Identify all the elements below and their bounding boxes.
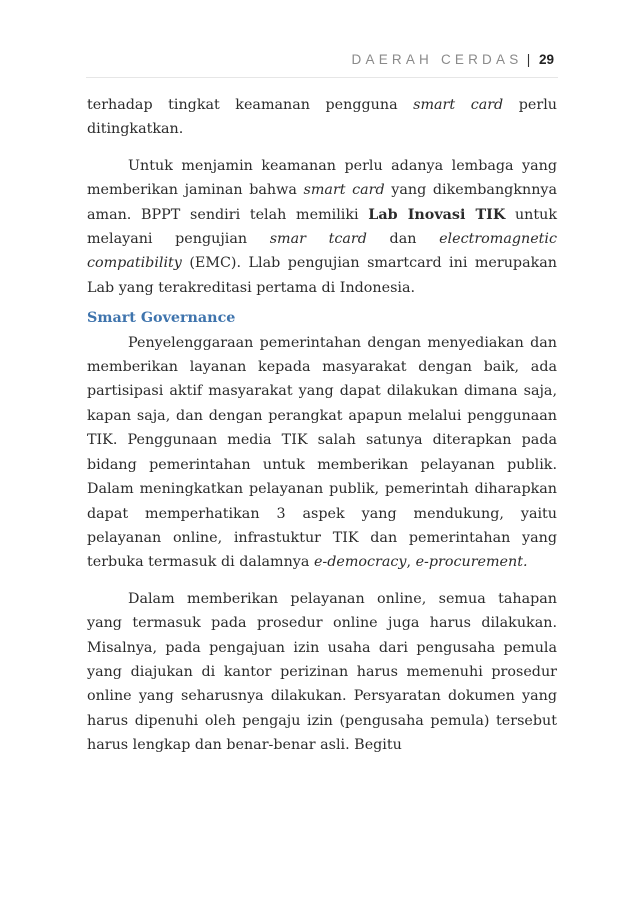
- italic-run: e-democracy: [313, 554, 407, 571]
- header-separator: |: [526, 52, 531, 67]
- text-run: Dalam memberikan pelayanan online, semua tahapan yang termasuk pada prosedur online juga harus dilakukan. Misalnya, pada pengajuan izin usaha dari pengusaha pemula yang diajukan di kantor perizinan harus memenuhi prosedur online yang seharusnya dilakukan. Persyaratan dokumen yang harus dipenuhi oleh pengaju izin (pengusaha pemula) tersebut harus lengkap dan benar-benar asli. Begitu: [87, 590, 557, 754]
- running-header: [86, 52, 554, 67]
- section-heading: Smart Governance: [87, 310, 236, 327]
- running-title: DAERAH CERDAS: [351, 52, 523, 67]
- paragraph-3: [87, 331, 557, 575]
- italic-run: electromagnetic compatibility: [87, 231, 557, 272]
- italic-run: smar tcard: [269, 231, 367, 248]
- text-run: Untuk menjamin keamanan perlu adanya lembaga yang memberikan jaminan bahwa: [87, 157, 557, 199]
- page-body: [87, 93, 557, 758]
- text-run: ,: [406, 554, 416, 571]
- italic-run: smart card: [303, 182, 385, 199]
- paragraph-4: [87, 587, 557, 758]
- text-run: (EMC). Llab pengujian smartcard ini merupakan Lab yang terakreditasi pertama di Indonesia.: [87, 255, 557, 296]
- bold-run: Lab Inovasi TIK: [368, 206, 506, 223]
- text-run: perlu ditingkatkan.: [87, 97, 557, 138]
- paragraph-2: [87, 154, 557, 300]
- text-run: Penyelenggaraan pemerintahan dengan menyediakan dan memberikan layanan kepada masyarakat dengan baik, ada partisipasi aktif masyarakat yang dapat dilakukan dimana saja, kapan saja, dan dengan perangkat apapun melalui penggunaan TIK. Penggunaan media TIK salah satunya diterapkan pada bidang pemerintahan untuk memberikan pelayanan publik. Dalam meningkatkan pelayanan publik, pemerintah diharapkan dapat memperhatikan 3 aspek yang mendukung, yaitu pelayanan online, infrastuktur TIK dan pemerintahan yang terbuka termasuk di dalamnya: [87, 334, 557, 571]
- text-run: yang dikembangknnya aman. BPPT sendiri telah memiliki: [87, 182, 557, 223]
- paragraph-1: [87, 93, 557, 142]
- text-run: terhadap tingkat keamanan pengguna: [87, 97, 414, 113]
- italic-run: e-procurement.: [415, 554, 528, 571]
- italic-run: smart card: [413, 97, 504, 113]
- header-rule: [86, 77, 558, 78]
- page-number: 29: [538, 52, 554, 67]
- text-run: untuk melayani pengujian: [87, 206, 557, 248]
- text-run: dan: [366, 231, 440, 248]
